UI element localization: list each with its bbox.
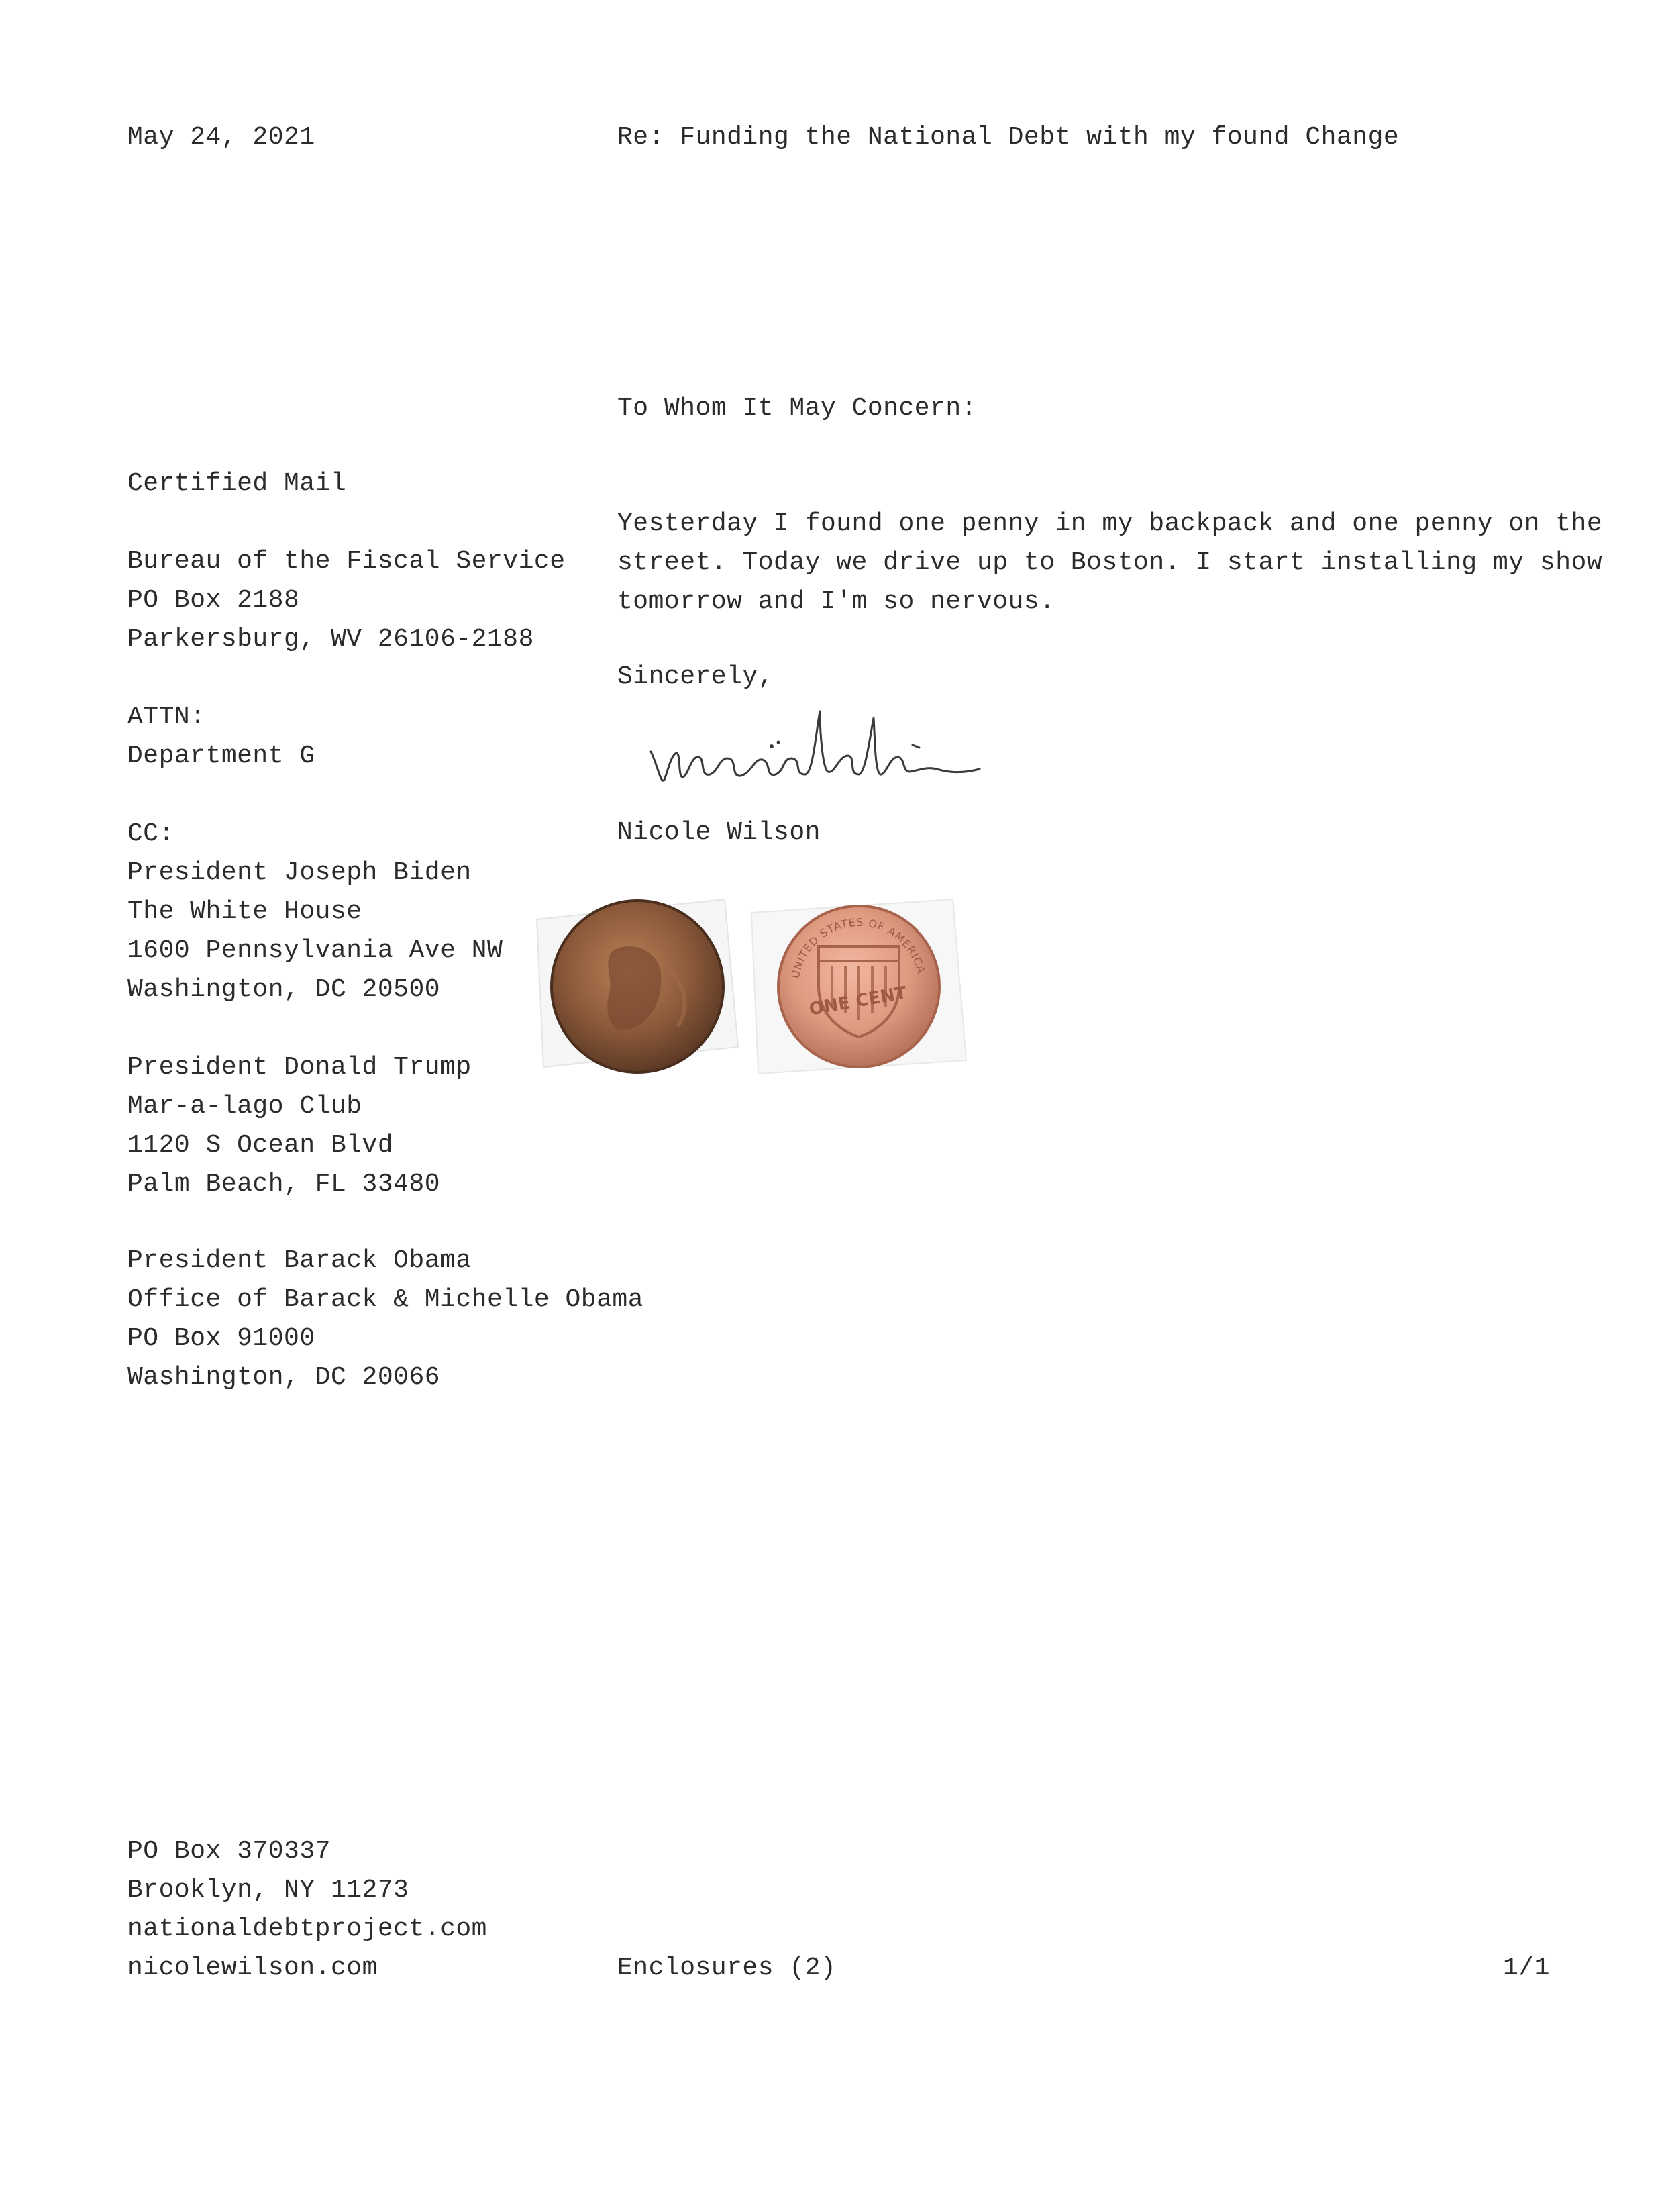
signature-image [644, 705, 993, 792]
attn-label: ATTN: [127, 703, 206, 732]
cc-line: The White House [127, 897, 362, 926]
cc-line: President Barack Obama [127, 1246, 472, 1275]
letter-date: May 24, 2021 [127, 123, 315, 152]
cc-label: CC: [127, 819, 174, 848]
sender-line: nicolewilson.com [127, 1954, 378, 1982]
address-line: Parkersburg, WV 26106-2188 [127, 625, 534, 654]
signature-name: Nicole Wilson [617, 818, 821, 847]
body-line: street. Today we drive up to Boston. I start installing my show [617, 548, 1603, 577]
cc-line: Washington, DC 20066 [127, 1363, 441, 1392]
cc-recipient-trump [127, 1048, 472, 1204]
body-line: tomorrow and I'm so nervous. [617, 587, 1055, 616]
sender-line: Brooklyn, NY 11273 [127, 1876, 409, 1905]
enclosures-note: Enclosures (2) [617, 1954, 837, 1982]
sender-line: nationaldebtproject.com [127, 1915, 487, 1944]
salutation: To Whom It May Concern: [617, 394, 977, 423]
cc-line: President Donald Trump [127, 1053, 472, 1082]
page-number: 1/1 [1503, 1954, 1550, 1982]
cc-line: Washington, DC 20500 [127, 975, 441, 1004]
cc-block [127, 815, 503, 1009]
recipient-address [127, 542, 566, 659]
penny-1-image [523, 879, 751, 1080]
body-line: Yesterday I found one penny in my backpack and one penny on the [617, 509, 1603, 538]
closing: Sincerely, [617, 662, 774, 691]
sender-line: PO Box 370337 [127, 1837, 331, 1866]
sender-address [127, 1832, 487, 1988]
mail-type: Certified Mail [127, 469, 347, 498]
cc-line: Palm Beach, FL 33480 [127, 1170, 441, 1199]
penny-legend-text: UNITED STATES OF AMERICA [788, 915, 928, 980]
letter-subject: Re: Funding the National Debt with my found Change [617, 123, 1400, 152]
attn-value: Department G [127, 742, 315, 770]
cc-recipient-obama [127, 1242, 643, 1397]
cc-line: Office of Barack & Michelle Obama [127, 1285, 644, 1314]
cc-line: President Joseph Biden [127, 858, 472, 887]
letter-body [617, 505, 1602, 621]
penny-denomination-text: ONE CENT [807, 983, 908, 1020]
cc-line: 1120 S Ocean Blvd [127, 1131, 394, 1160]
attn-block [127, 698, 315, 776]
penny-2-image [745, 886, 973, 1087]
cc-line: Mar-a-lago Club [127, 1092, 362, 1121]
address-line: PO Box 2188 [127, 586, 300, 615]
cc-line: 1600 Pennsylvania Ave NW [127, 936, 503, 965]
address-line: Bureau of the Fiscal Service [127, 547, 566, 576]
cc-line: PO Box 91000 [127, 1324, 315, 1353]
